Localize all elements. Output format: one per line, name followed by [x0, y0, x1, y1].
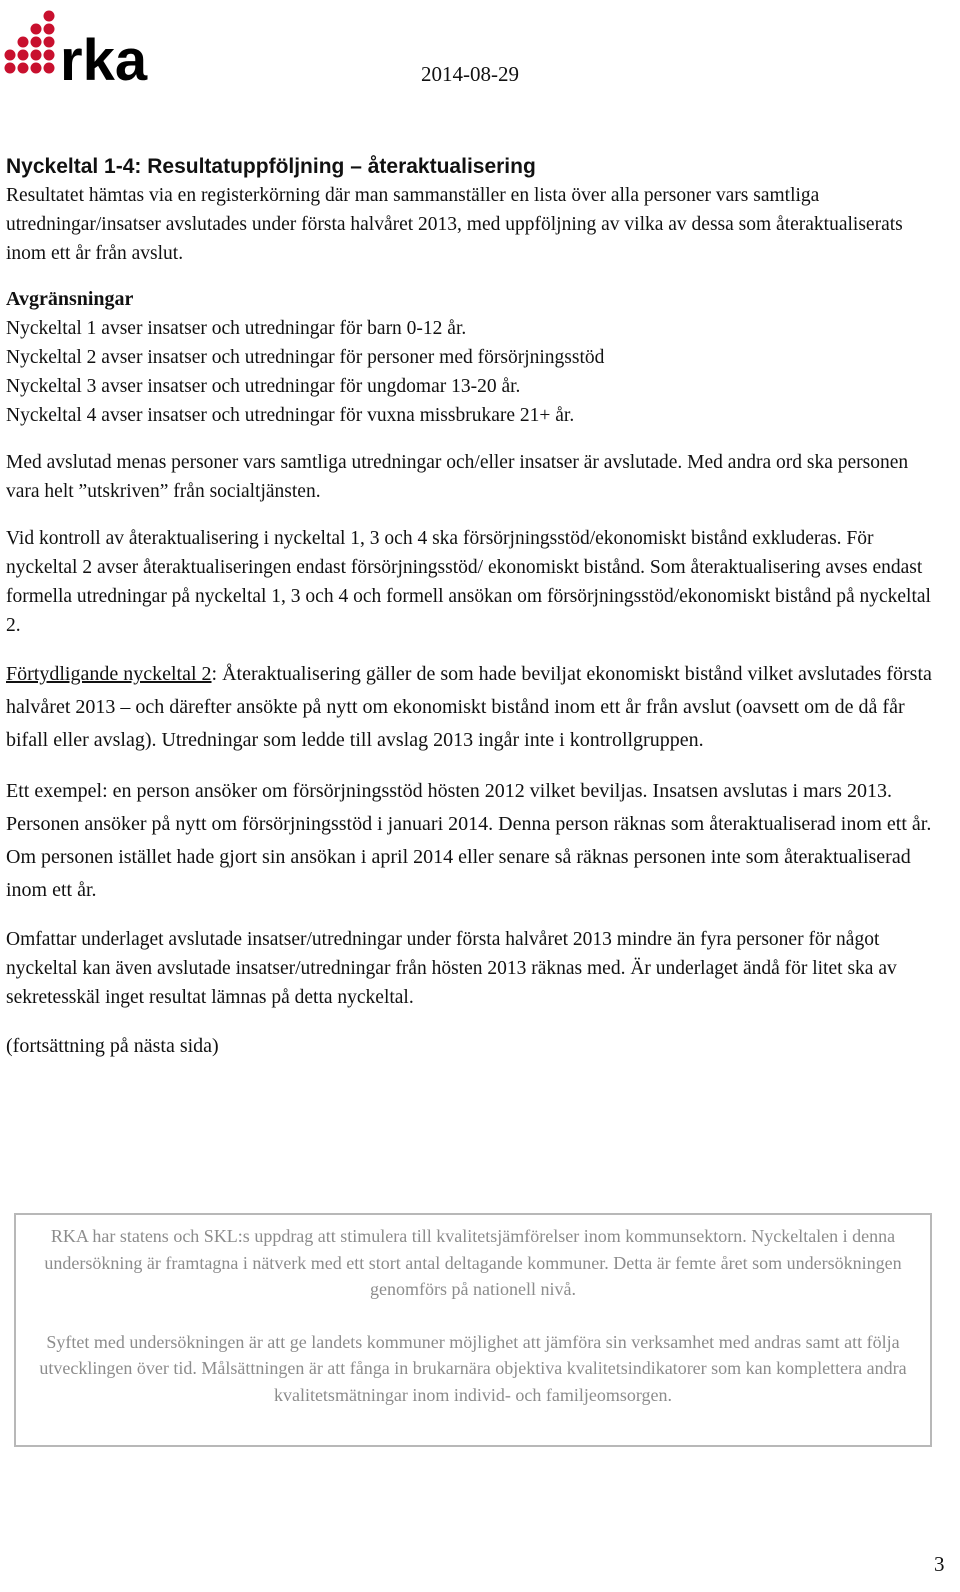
clarification-paragraph	[6, 658, 941, 757]
rka-logo	[4, 6, 180, 86]
info-box	[14, 1213, 932, 1447]
limit-item: Nyckeltal 3 avser insatser och utredningar för ungdomar 13-20 år.	[6, 376, 521, 397]
clarification-label: Förtydligande nyckeltal 2	[6, 663, 212, 685]
document-body	[6, 152, 941, 1063]
definition-paragraph: Med avslutad menas personer vars samtliga utredningar och/eller insatser är avslutade. Med andra ord ska personen vara helt ”utskriven” från socialtjänsten.	[6, 452, 909, 502]
continued-note: (fortsättning på nästa sida)	[6, 1035, 219, 1057]
limit-item: Nyckeltal 4 avser insatser och utredningar för vuxna missbrukare 21+ år.	[6, 405, 575, 426]
limits-heading: Avgränsningar	[6, 288, 134, 310]
info-paragraph-1: RKA har statens och SKL:s uppdrag att stimulera till kvalitetsjämförelser inom kommunsektorn. Nyckeltalen i denna undersökning är framtagna i nätverk med ett stort antal deltagande kommuner. Detta är femte året som undersökningen genomförs på nationell nivå.	[44, 1226, 902, 1299]
limit-item: Nyckeltal 1 avser insatser och utredningar för barn 0-12 år.	[6, 318, 467, 339]
logo-text: rka	[60, 28, 148, 86]
document-date: 2014-08-29	[421, 62, 519, 86]
section-title: Nyckeltal 1-4: Resultatuppföljning – återaktualisering	[6, 155, 536, 178]
intro-paragraph: Resultatet hämtas via en registerkörning där man sammanställer en lista över alla personer vars samtliga utredningar/insatser avslutades under första halvåret 2013, med uppföljning av vilka av dessa som återaktualiserats inom ett år från avslut.	[6, 185, 903, 264]
limit-item: Nyckeltal 2 avser insatser och utredningar för personer med försörjningsstöd	[6, 347, 605, 368]
control-paragraph: Vid kontroll av återaktualisering i nyckeltal 1, 3 och 4 ska försörjningsstöd/ekonomiskt bistånd exkluderas. För nyckeltal 2 avser återaktualiseringen endast försörjningsstöd/ ekonomiskt bistånd. Som återaktualisering avses endast formella utredningar på nyckeltal 1, 3 och 4 och formell ansökan om försörjningsstöd/ekonomiskt bistånd på nyckeltal 2.	[6, 528, 931, 636]
secrecy-paragraph: Omfattar underlaget avslutade insatser/utredningar under första halvåret 2013 mindre än fyra personer för något nyckeltal kan även avslutade insatser/utredningar från hösten 2013 räknas med. Är underlaget ändå för litet ska av sekretesskäl inget resultat lämnas på detta nyckeltal.	[6, 929, 897, 1008]
page-number: 3	[934, 1552, 945, 1576]
logo-dots	[5, 11, 55, 74]
example-paragraph: Ett exempel: en person ansöker om försörjningsstöd hösten 2012 vilket beviljas. Insatsen avslutas i mars 2013. Personen ansöker på nytt om försörjningsstöd i januari 2014. Denna person räknas som återaktualiserad inom ett år. Om personen istället hade gjort sin ansökan i april 2014 eller senare så räknas personen inte som återaktualiserad inom ett år.	[6, 780, 932, 901]
info-paragraph-2: Syftet med undersökningen är att ge landets kommuner möjlighet att jämföra sin verksamhet med andras samt att följa utvecklingen över tid. Målsättningen är att fånga in brukarnära objektiva kvalitetsindikatorer som kan komplettera andra kvalitetsmätningar inom individ- och familjeomsorgen.	[39, 1331, 907, 1405]
clarification-text: : Återaktualisering gäller de som hade beviljat ekonomiskt bistånd vilket avslutades första halvåret 2013 – och därefter ansökte på nytt om ekonomiskt bistånd inom ett år från avslut (oavsett om de då får bifall eller avslag). Utredningar som ledde till avslag 2013 ingår inte i kontrollgruppen.	[6, 663, 932, 751]
